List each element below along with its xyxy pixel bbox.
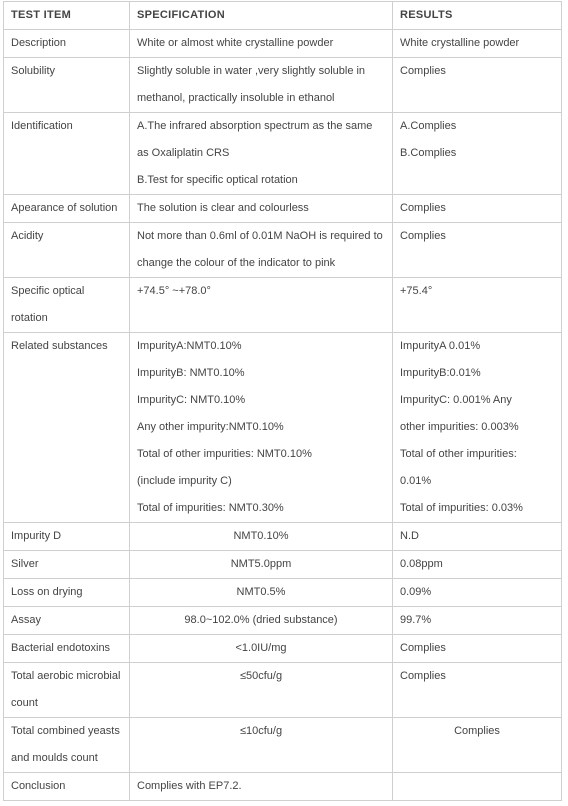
test-item-cell-line: Related substances [11, 340, 108, 352]
result-cell [393, 113, 562, 195]
table-row [4, 663, 562, 718]
specification-cell [130, 195, 393, 223]
result-cell [393, 773, 562, 801]
result-cell-line: B.Complies [400, 147, 457, 159]
result-cell-line: Complies [454, 725, 500, 737]
specification-cell [130, 773, 393, 801]
table-row [4, 579, 562, 607]
result-cell-line: N.D [400, 530, 419, 542]
test-item-cell [4, 523, 130, 551]
result-cell-line: Complies [400, 642, 446, 654]
result-cell-line: other impurities: 0.003% [400, 421, 519, 433]
result-cell-line: White crystalline powder [400, 37, 520, 49]
specification-cell-line: Total of other impurities: NMT0.10% [137, 448, 312, 460]
test-item-cell [4, 278, 130, 333]
table-row [4, 773, 562, 801]
specification-cell-line: change the colour of the indicator to pink [137, 257, 336, 269]
specification-cell-line: NMT0.10% [233, 530, 289, 542]
test-item-cell [4, 113, 130, 195]
specification-cell-line: ≤10cfu/g [239, 725, 283, 737]
table-row [4, 718, 562, 773]
specification-cell-line: White or almost white crystalline powder [137, 37, 334, 49]
specification-cell-line: B.Test for specific optical rotation [137, 174, 298, 186]
specification-cell-line: +74.5° ~+78.0° [137, 285, 211, 297]
result-cell [393, 223, 562, 278]
result-cell-line: Complies [400, 202, 446, 214]
test-item-cell-line: Apearance of solution [11, 202, 118, 214]
result-cell [393, 607, 562, 635]
specification-cell-line: ImpurityB: NMT0.10% [137, 367, 245, 379]
test-item-cell-line: Assay [11, 614, 41, 626]
test-item-cell [4, 30, 130, 58]
table-row [4, 113, 562, 195]
test-item-cell-line: Total combined yeasts [11, 725, 120, 737]
test-item-cell-line: Specific optical [11, 285, 85, 297]
test-item-cell [4, 333, 130, 523]
specification-cell-line: Complies with EP7.2. [137, 780, 242, 792]
specification-cell-line: A.The infrared absorption spectrum as the same [137, 120, 373, 132]
test-item-cell-line: Description [11, 37, 67, 49]
specification-cell [130, 30, 393, 58]
result-cell-line: Complies [400, 65, 446, 77]
specification-cell-line: methanol, practically insoluble in ethanol [137, 92, 335, 104]
result-cell-line: Total of other impurities: [400, 448, 517, 460]
test-item-cell-line: and moulds count [11, 752, 98, 764]
specification-cell [130, 523, 393, 551]
specification-cell [130, 278, 393, 333]
specification-cell-line: NMT5.0ppm [230, 558, 292, 570]
specification-cell [130, 58, 393, 113]
result-cell [393, 30, 562, 58]
table-row [4, 333, 562, 523]
test-item-cell-line: rotation [11, 312, 48, 324]
result-cell-line: 0.01% [400, 475, 432, 487]
specification-cell [130, 579, 393, 607]
table-row [4, 607, 562, 635]
test-item-cell [4, 551, 130, 579]
specification-cell-line: 98.0~102.0% (dried substance) [184, 614, 338, 626]
table-row [4, 223, 562, 278]
result-cell-line: +75.4° [400, 285, 433, 297]
specification-cell-line: NMT0.5% [236, 586, 286, 598]
test-item-cell [4, 223, 130, 278]
result-cell-line: Total of impurities: 0.03% [400, 502, 523, 514]
test-item-cell [4, 635, 130, 663]
result-cell [393, 551, 562, 579]
specification-cell [130, 113, 393, 195]
result-cell [393, 635, 562, 663]
result-cell [393, 195, 562, 223]
test-item-cell-line: Silver [11, 558, 39, 570]
test-item-cell [4, 663, 130, 718]
specification-cell [130, 718, 393, 773]
result-cell [393, 333, 562, 523]
specification-cell-line: Not more than 0.6ml of 0.01M NaOH is required to [137, 230, 383, 242]
specification-cell-line: ImpurityA:NMT0.10% [137, 340, 242, 352]
test-item-cell [4, 607, 130, 635]
test-item-cell [4, 195, 130, 223]
specification-cell-line: <1.0IU/mg [235, 642, 287, 654]
header-specification: SPECIFICATION [130, 2, 393, 30]
test-item-cell [4, 579, 130, 607]
result-cell-line: Complies [400, 670, 446, 682]
test-item-cell [4, 773, 130, 801]
table-body [4, 30, 562, 801]
table-row [4, 30, 562, 58]
specification-cell [130, 333, 393, 523]
table-row [4, 58, 562, 113]
specification-cell [130, 223, 393, 278]
test-item-cell-line: Solubility [11, 65, 56, 77]
specification-cell [130, 663, 393, 718]
specification-cell-line: ImpurityC: NMT0.10% [137, 394, 246, 406]
test-item-cell-line: Total aerobic microbial [11, 670, 121, 682]
test-item-cell-line: Impurity D [11, 530, 62, 542]
specification-cell-line: Slightly soluble in water ,very slightly soluble in [137, 65, 366, 77]
test-item-cell-line: Acidity [11, 230, 44, 242]
header-results: RESULTS [393, 2, 562, 30]
table-row [4, 551, 562, 579]
specification-table [3, 1, 562, 801]
result-cell-line: 99.7% [400, 614, 432, 626]
result-cell [393, 663, 562, 718]
specification-cell-line: Total of impurities: NMT0.30% [137, 502, 284, 514]
specification-cell [130, 635, 393, 663]
specification-cell-line: The solution is clear and colourless [137, 202, 309, 214]
test-item-cell-line: Conclusion [11, 780, 66, 792]
result-cell [393, 718, 562, 773]
result-cell-line: ImpurityA 0.01% [400, 340, 481, 352]
result-cell-line: ImpurityB:0.01% [400, 367, 481, 379]
result-cell-line: 0.08ppm [400, 558, 443, 570]
result-cell [393, 58, 562, 113]
test-item-cell-line: count [11, 697, 38, 709]
specification-cell-line: (include impurity C) [137, 475, 232, 487]
test-item-cell [4, 718, 130, 773]
specification-cell [130, 551, 393, 579]
table-row [4, 523, 562, 551]
table-row [4, 635, 562, 663]
test-item-cell-line: Identification [11, 120, 73, 132]
table-row [4, 278, 562, 333]
test-item-cell-line: Loss on drying [11, 586, 83, 598]
result-cell-line: 0.09% [400, 586, 432, 598]
header-test-item: TEST ITEM [4, 2, 130, 30]
table-row [4, 195, 562, 223]
specification-cell-line: as Oxaliplatin CRS [137, 147, 230, 159]
specification-cell-line: ≤50cfu/g [239, 670, 283, 682]
header-row [4, 2, 562, 30]
specification-cell-line: Any other impurity:NMT0.10% [137, 421, 284, 433]
result-cell [393, 278, 562, 333]
test-item-cell-line: Bacterial endotoxins [11, 642, 111, 654]
result-cell-line: Complies [400, 230, 446, 242]
test-item-cell [4, 58, 130, 113]
result-cell-line: A.Complies [400, 120, 457, 132]
result-cell [393, 523, 562, 551]
specification-cell [130, 607, 393, 635]
result-cell-line: ImpurityC: 0.001% Any [400, 394, 512, 406]
result-cell [393, 579, 562, 607]
